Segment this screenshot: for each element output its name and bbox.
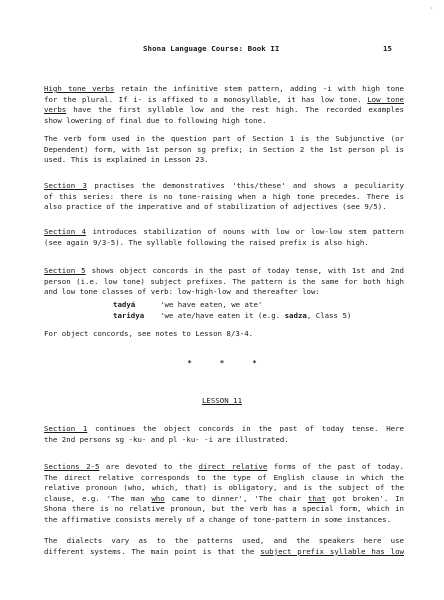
text-line: person (i.e. low tone) subject prefixes. The pattern is the same for both high [44,276,404,286]
star-glyph: * [187,358,192,367]
example-bold-term: sadza [284,310,307,320]
text-line: the 2nd persons sg -ku- and pl -ku- -i are illustrated. [44,434,289,444]
text-run: retain the infinitive stem pattern, adding -i with high tone [114,84,405,93]
paragraph-lesson-11-section-1 [44,424,404,445]
paragraph-section-4 [44,227,404,248]
text-line: For object concords, see notes to Lesson 8/3-4. [44,329,254,338]
text-line: relative pronoun (who, which, that) is obligatory, and is the subject of the [44,483,404,493]
text-run: came to dinner', 'The chair [164,493,308,503]
lesson-title: LESSON 11 [201,396,243,405]
section-5-heading: Section 5 [44,266,86,275]
text-line: of this series: there is no tone-raising when a high tone precedes. There is [44,191,404,201]
text-line: the affirmative consists merely of a change of tone-pattern in some instances. [44,514,392,524]
section-4-heading: Section 4 [44,227,87,236]
star-glyph: * [252,358,257,367]
paragraph-section-5 [44,266,404,298]
term-low-tone: Low tone [367,94,404,104]
text-run: continues the object concords in the past of today tense. Here [87,424,405,433]
term-subject-prefix: subject prefix syllable has low [260,546,404,556]
term-verbs: verbs [44,105,67,115]
paragraph-section-3 [44,181,404,213]
text-line: The dialects vary as to the patterns used, and the speakers here use [44,536,404,545]
text-run: are devoted to the [99,462,199,471]
section-separator-stars [0,358,444,369]
section-3-heading: Section 3 [44,181,87,190]
text-run: , Class 5) [306,310,352,320]
term-who: who [151,493,165,503]
paragraph-high-tone-verbs [44,84,404,126]
paragraph-sections-2-5 [44,462,404,526]
text-line: also practice of the imperative and of stabilization of adjectives (see 9/5). [44,202,387,212]
text-run: have the first syllable low and the rest high. The recorded examples [66,105,404,115]
text-run: for the plural. If i- is affixed to a monosyllable, it has low tone. [44,94,368,104]
star-glyph: * [219,358,225,367]
example-row [113,311,351,322]
text-line: Shona there is no relative pronoun, but the verb has a special form, which in [44,504,404,514]
text-run: shows object concords in the past of today tense, with 1st and 2nd [85,266,404,275]
term-direct-relative: direct relative [198,462,268,471]
paragraph-object-concords-note [44,329,404,340]
text-line: show lowering of final due to following high tone. [44,115,267,125]
text-run: clause, e.g. 'The man [44,493,152,503]
text-line: and low tone classes of verb: low-high-low and thereafter low: [44,287,320,297]
text-line: (see again 9/3-5). The syllable following the raised prefix is also high. [44,237,369,247]
example-word: tadyá [113,300,136,309]
running-header [0,44,444,56]
example-word: taridya [113,310,145,320]
example-row [113,300,351,311]
paragraph-dialects [44,536,404,557]
text-run: practises the demonstratives 'this/these' and shows a peculiarity [86,181,404,190]
term-high-tone-verbs: High tone verbs [44,84,115,93]
example-list [113,300,351,321]
text-run: different systems. The main point is that the [44,546,261,556]
text-run: got broken'. In [325,493,404,503]
text-line: The direct relative corresponds to the type of English clause in which the [44,472,404,482]
text-run: introduces stabilization of nouns with low or low-low stem pattern [86,227,404,236]
text-line: Dependent) form, with 1st person sg prefix; in Section 2 the 1st person pl is [44,144,404,154]
sections-2-5-heading: Sections 2-5 [44,462,100,471]
text-run: 'we ate/have eaten it (e.g. [160,310,285,320]
text-line: The verb form used in the question part of Section 1 is the Subjunctive (or [44,134,404,143]
paragraph-verb-form [44,134,404,166]
example-gloss: 'we have eaten, we ate' [160,300,263,309]
section-1-heading: Section 1 [44,424,88,433]
text-run: forms of the past of today. [267,462,404,471]
example-gloss [160,311,351,322]
corner-mark: · [430,5,434,12]
book-title: Shona Language Course: Book II [143,44,280,53]
page-number: 15 [383,44,392,53]
text-line: used. This is explained in Lesson 23. [44,155,209,165]
term-that: that [307,493,326,503]
